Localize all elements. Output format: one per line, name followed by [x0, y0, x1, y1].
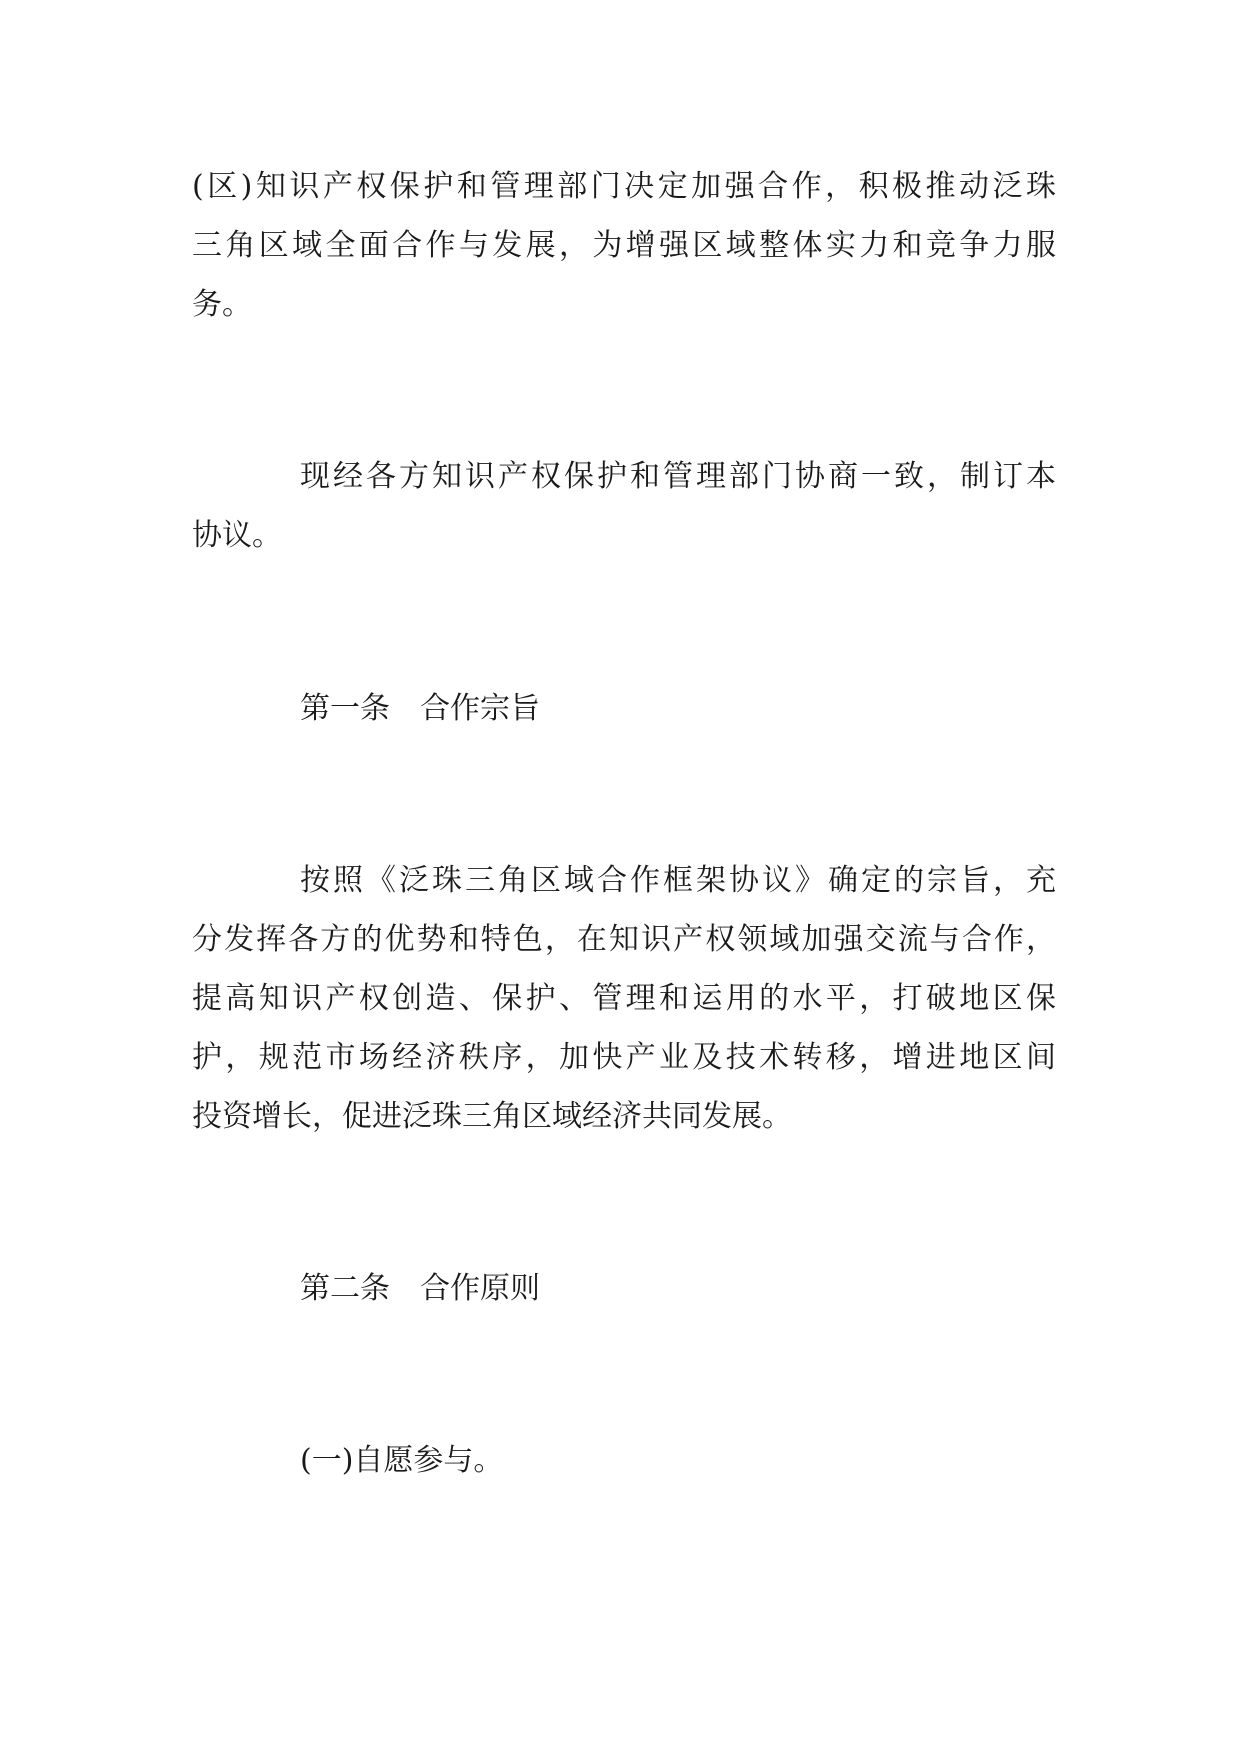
purpose-line-2: 分发挥各方的优势和特色，在知识产权领域加强交流与合作，	[192, 922, 1056, 957]
purpose-line-1: 按照《泛珠三角区域合作框架协议》确定的宗旨，充	[300, 863, 1056, 898]
article-2-heading: 第二条 合作原则	[300, 1271, 540, 1306]
intro-line-1: (区)知识产权保护和管理部门决定加强合作，积极推动泛珠	[192, 169, 1056, 204]
consult-line-1: 现经各方知识产权保护和管理部门协商一致，制订本	[300, 459, 1056, 494]
consult-line-2: 协议。	[192, 518, 282, 553]
purpose-line-5: 投资增长，促进泛珠三角区域经济共同发展。	[192, 1099, 792, 1134]
purpose-line-3: 提高知识产权创造、保护、管理和运用的水平，打破地区保	[192, 981, 1056, 1016]
intro-line-3: 务。	[192, 287, 252, 322]
principle-1: (一)自愿参与。	[300, 1443, 504, 1478]
purpose-line-4: 护，规范市场经济秩序，加快产业及技术转移，增进地区间	[192, 1040, 1056, 1075]
article-1-heading: 第一条 合作宗旨	[300, 691, 540, 726]
intro-line-2: 三角区域全面合作与发展，为增强区域整体实力和竞争力服	[192, 228, 1056, 263]
